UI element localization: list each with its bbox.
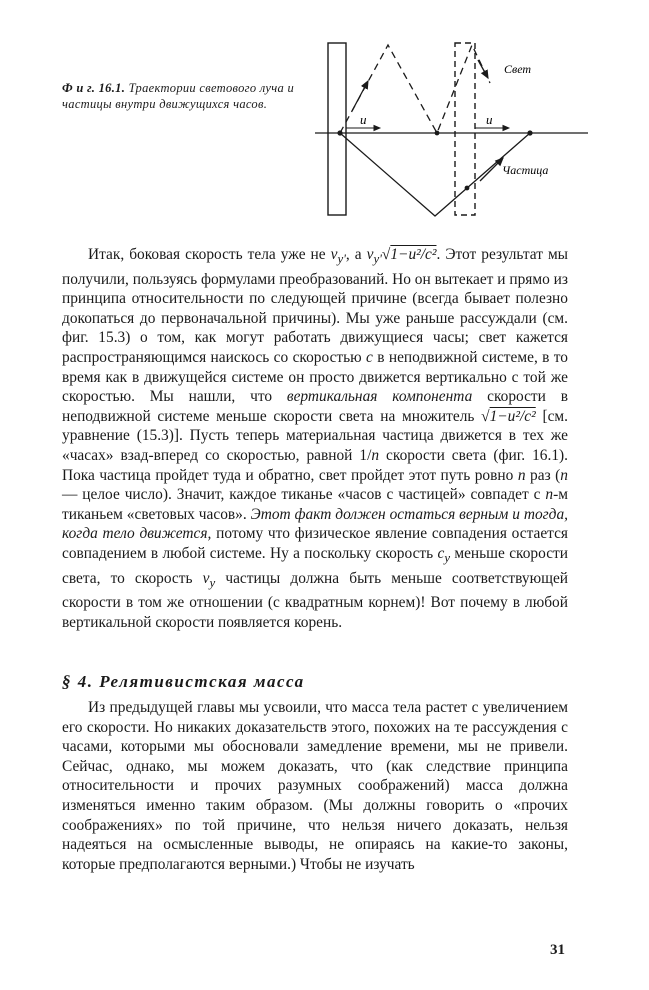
- light-arrow-1: [352, 81, 368, 111]
- clock-left-frame: [328, 43, 346, 215]
- text-segment: скорости в неподвижной системе меньше скорости света на множитель: [62, 388, 568, 425]
- variable: v: [202, 569, 210, 587]
- variable: c: [437, 544, 445, 562]
- caption-label: Ф и г. 16.1.: [62, 81, 126, 95]
- variable: n: [560, 466, 568, 484]
- label-u-right: u: [486, 112, 493, 127]
- point-particle-crossing: [465, 186, 470, 191]
- variable: v: [330, 246, 338, 263]
- paragraph-1: [62, 245, 568, 633]
- subscript: y: [444, 551, 451, 566]
- text-segment: [см. уравнение (15.3)]. Пусть теперь материальная частица движется в тех же «часах» взад-вперед со скоростью, равной 1/: [62, 407, 568, 465]
- point-right-end: [527, 130, 532, 135]
- caption-text: Траектории светового луча и частицы внутри движущихся часов.: [62, 81, 295, 111]
- section-heading: § 4. Релятивистская масса: [62, 672, 305, 691]
- text-segment: , а: [345, 246, 367, 263]
- text-segment: . Этот результат мы получили, пользуясь формулами преобразований. Но он вытекает и прямо из принципа относительности по следующей причине (всегда бывает полезно докопаться до первоначальной причины). Мы уже раньше рассуждали (см. фиг. 15.3) о том, как могут работать движущиеся часы; свет кажется распространяющимся наискось со скоростью: [62, 246, 569, 367]
- variable: n: [517, 466, 526, 484]
- paragraph-2-text: Из предыдущей главы мы усвоили, что масса тела растет с увеличением его скорости. Но никаких доказательств этого, похожих на те рассуждения с часами, которыми мы обосновали замедление времени, мы не привели. Сейчас, однако, мы можем доказать, что (как следствие принципа относительности и прочих разумных соображений) масса должна изменяться именно таким образом. (Мы должны говорить о «прочих соображениях» по той причине, что нельзя ничего доказать, нельзя надеяться на осмысленные выводы, не опираясь на какие-то законы, которые предполагаются верными.) Чтобы не изучать: [62, 699, 568, 873]
- light-arrow-2: [478, 60, 488, 78]
- point-left-start: [337, 130, 342, 135]
- subscript: y: [209, 575, 216, 590]
- text-segment: раз (: [525, 466, 561, 484]
- variable: v: [366, 246, 374, 263]
- emphasis: вертикальная компонента: [286, 388, 473, 406]
- variable: n: [371, 447, 380, 465]
- text-segment: — целое число). Значит, каждое тиканье «часов с частицей» совпадет с: [62, 486, 546, 504]
- label-u-left: u: [360, 112, 367, 127]
- subscript: y': [373, 252, 382, 267]
- variable: c: [366, 349, 373, 367]
- text-segment: -м тиканьем «световых часов».: [62, 486, 568, 523]
- radical-body: 1−u²/c²: [489, 407, 536, 425]
- point-mid: [435, 131, 440, 136]
- paragraph-2: [62, 698, 568, 874]
- page-number: 31: [550, 942, 565, 958]
- text-segment: скорости света (фиг. 16.1). Пока частица пройдет туда и обратно, свет пройдет этот путь ровно: [62, 447, 568, 484]
- label-light: Свет: [504, 62, 532, 76]
- radical-body: 1−u²/c²: [390, 246, 437, 263]
- text-segment: меньше скорости света, то скорость: [62, 544, 568, 587]
- variable: n: [545, 486, 554, 504]
- figure-caption: [62, 80, 312, 112]
- text-segment: Итак, боковая скорость тела уже не: [88, 246, 331, 263]
- emphasis: Этот факт должен остаться верным и тогда, когда тело движется,: [62, 505, 568, 543]
- figure-16-1-diagram: [310, 38, 590, 228]
- subscript: y': [337, 252, 346, 267]
- radical-sign: √: [481, 407, 490, 425]
- particle-arrow: [480, 158, 503, 181]
- text-segment: потому что физическое явление совпадения остается совпадением в любой системе. Ну а поскольку скорость: [62, 525, 568, 562]
- radical-sign: √: [381, 246, 391, 263]
- text-segment: в неподвижной системе, в то время как в движущейся системе он просто движется вертикально с той же скоростью. Мы нашли, что: [62, 349, 569, 406]
- text-segment: частицы должна быть меньше соответствующей скорости в том же отношении (с квадратным корнем)! Вот почему в любой вертикальной скорости появляется корень.: [62, 569, 569, 631]
- label-particle: Частица: [502, 163, 549, 177]
